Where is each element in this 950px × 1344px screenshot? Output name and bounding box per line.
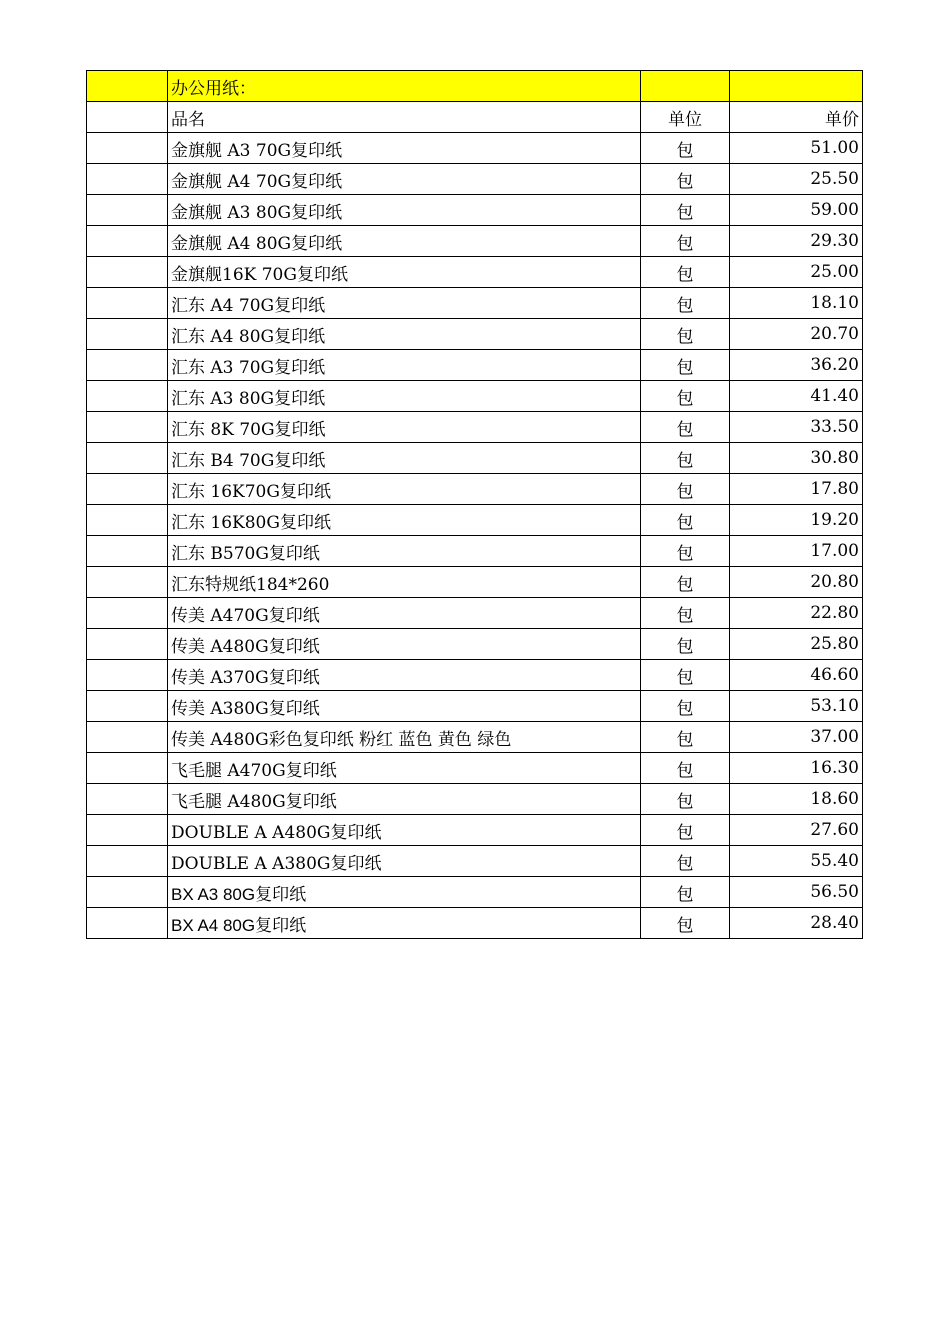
table-row <box>87 505 863 536</box>
table-row <box>87 164 863 195</box>
product-unit[interactable]: 包 <box>641 815 730 846</box>
product-price[interactable]: 36.20 <box>730 350 863 381</box>
product-name[interactable]: DOUBLE A A380G复印纸 <box>168 846 641 877</box>
product-name[interactable]: 传美 A470G复印纸 <box>168 598 641 629</box>
product-name[interactable]: 汇东 8K 70G复印纸 <box>168 412 641 443</box>
product-price[interactable]: 37.00 <box>730 722 863 753</box>
product-price[interactable]: 30.80 <box>730 443 863 474</box>
product-name[interactable]: 传美 A370G复印纸 <box>168 660 641 691</box>
blank-cell[interactable] <box>641 71 730 102</box>
table-row <box>87 815 863 846</box>
blank-cell[interactable] <box>87 319 168 350</box>
product-unit[interactable]: 包 <box>641 722 730 753</box>
product-unit[interactable]: 包 <box>641 164 730 195</box>
blank-cell[interactable] <box>87 877 168 908</box>
product-price[interactable]: 41.40 <box>730 381 863 412</box>
table-row <box>87 412 863 443</box>
table-row <box>87 784 863 815</box>
product-unit[interactable]: 包 <box>641 226 730 257</box>
table-row <box>87 629 863 660</box>
product-price[interactable]: 28.40 <box>730 908 863 939</box>
product-name[interactable]: 金旗舰 A4 80G复印纸 <box>168 226 641 257</box>
product-unit[interactable]: 包 <box>641 381 730 412</box>
blank-cell[interactable] <box>87 567 168 598</box>
price-table <box>86 70 863 939</box>
product-name[interactable]: 传美 A380G复印纸 <box>168 691 641 722</box>
product-price[interactable]: 59.00 <box>730 195 863 226</box>
product-name[interactable]: BX A3 80G复印纸 <box>168 877 641 908</box>
product-name[interactable]: 金旗舰 A3 70G复印纸 <box>168 133 641 164</box>
product-name[interactable]: 汇东 A4 80G复印纸 <box>168 319 641 350</box>
price-table-body <box>87 71 863 939</box>
header-name[interactable]: 品名 <box>168 102 641 133</box>
blank-cell[interactable] <box>87 381 168 412</box>
product-unit[interactable]: 包 <box>641 691 730 722</box>
blank-cell[interactable] <box>87 226 168 257</box>
table-row <box>87 598 863 629</box>
blank-cell[interactable] <box>87 257 168 288</box>
product-unit[interactable]: 包 <box>641 505 730 536</box>
table-row <box>87 319 863 350</box>
blank-cell[interactable] <box>87 164 168 195</box>
product-price[interactable]: 46.60 <box>730 660 863 691</box>
product-unit[interactable]: 包 <box>641 195 730 226</box>
product-name[interactable]: 汇东 A4 70G复印纸 <box>168 288 641 319</box>
product-unit[interactable]: 包 <box>641 319 730 350</box>
table-row <box>87 722 863 753</box>
product-price[interactable]: 55.40 <box>730 846 863 877</box>
blank-cell[interactable] <box>87 536 168 567</box>
header-price[interactable]: 单价 <box>730 102 863 133</box>
product-price[interactable]: 18.60 <box>730 784 863 815</box>
product-price[interactable]: 20.80 <box>730 567 863 598</box>
table-row <box>87 257 863 288</box>
product-unit[interactable]: 包 <box>641 908 730 939</box>
blank-cell[interactable] <box>87 71 168 102</box>
section-row <box>87 71 863 102</box>
table-row <box>87 660 863 691</box>
product-name[interactable]: 金旗舰 A3 80G复印纸 <box>168 195 641 226</box>
product-price[interactable]: 25.00 <box>730 257 863 288</box>
product-price[interactable]: 51.00 <box>730 133 863 164</box>
product-unit[interactable]: 包 <box>641 536 730 567</box>
product-price[interactable]: 20.70 <box>730 319 863 350</box>
product-price[interactable]: 25.50 <box>730 164 863 195</box>
blank-cell[interactable] <box>87 443 168 474</box>
product-price[interactable]: 29.30 <box>730 226 863 257</box>
product-unit[interactable]: 包 <box>641 877 730 908</box>
table-row <box>87 381 863 412</box>
product-price[interactable]: 25.80 <box>730 629 863 660</box>
product-unit[interactable]: 包 <box>641 753 730 784</box>
product-name[interactable]: 汇东特规纸184*260 <box>168 567 641 598</box>
product-unit[interactable]: 包 <box>641 567 730 598</box>
product-price[interactable]: 33.50 <box>730 412 863 443</box>
blank-cell[interactable] <box>87 722 168 753</box>
product-price[interactable]: 17.80 <box>730 474 863 505</box>
product-unit[interactable]: 包 <box>641 257 730 288</box>
blank-cell[interactable] <box>87 691 168 722</box>
product-name[interactable]: BX A4 80G复印纸 <box>168 908 641 939</box>
table-row <box>87 288 863 319</box>
blank-cell[interactable] <box>87 102 168 133</box>
product-unit[interactable]: 包 <box>641 598 730 629</box>
product-name[interactable]: 汇东 A3 70G复印纸 <box>168 350 641 381</box>
blank-cell[interactable] <box>87 629 168 660</box>
product-unit[interactable]: 包 <box>641 133 730 164</box>
blank-cell[interactable] <box>87 412 168 443</box>
product-name[interactable]: 传美 A480G复印纸 <box>168 629 641 660</box>
product-unit[interactable]: 包 <box>641 629 730 660</box>
table-row <box>87 443 863 474</box>
blank-cell[interactable] <box>87 350 168 381</box>
product-unit[interactable]: 包 <box>641 443 730 474</box>
product-unit[interactable]: 包 <box>641 474 730 505</box>
product-name[interactable]: DOUBLE A A480G复印纸 <box>168 815 641 846</box>
header-row <box>87 102 863 133</box>
product-name[interactable]: 传美 A480G彩色复印纸 粉红 蓝色 黄色 绿色 <box>168 722 641 753</box>
blank-cell[interactable] <box>87 815 168 846</box>
table-row <box>87 536 863 567</box>
product-name[interactable]: 金旗舰 A4 70G复印纸 <box>168 164 641 195</box>
section-title[interactable]: 办公用纸： <box>168 71 641 102</box>
product-price[interactable]: 56.50 <box>730 877 863 908</box>
blank-cell[interactable] <box>87 753 168 784</box>
blank-cell[interactable] <box>87 660 168 691</box>
product-price[interactable]: 17.00 <box>730 536 863 567</box>
product-unit[interactable]: 包 <box>641 846 730 877</box>
blank-cell[interactable] <box>87 846 168 877</box>
blank-cell[interactable] <box>87 474 168 505</box>
table-row <box>87 846 863 877</box>
product-name[interactable]: 飞毛腿 A480G复印纸 <box>168 784 641 815</box>
blank-cell[interactable] <box>87 195 168 226</box>
table-row <box>87 691 863 722</box>
product-unit[interactable]: 包 <box>641 412 730 443</box>
table-row <box>87 753 863 784</box>
product-price[interactable]: 18.10 <box>730 288 863 319</box>
product-price[interactable]: 16.30 <box>730 753 863 784</box>
product-name[interactable]: 飞毛腿 A470G复印纸 <box>168 753 641 784</box>
blank-cell[interactable] <box>87 784 168 815</box>
product-name[interactable]: 汇东 A3 80G复印纸 <box>168 381 641 412</box>
table-row <box>87 567 863 598</box>
blank-cell[interactable] <box>87 908 168 939</box>
product-unit[interactable]: 包 <box>641 784 730 815</box>
product-unit[interactable]: 包 <box>641 660 730 691</box>
product-name[interactable]: 汇东 B570G复印纸 <box>168 536 641 567</box>
header-unit[interactable]: 单位 <box>641 102 730 133</box>
table-row <box>87 474 863 505</box>
product-name[interactable]: 金旗舰16K 70G复印纸 <box>168 257 641 288</box>
product-price[interactable]: 53.10 <box>730 691 863 722</box>
product-price[interactable]: 27.60 <box>730 815 863 846</box>
table-row <box>87 133 863 164</box>
blank-cell[interactable] <box>730 71 863 102</box>
table-row <box>87 350 863 381</box>
blank-cell[interactable] <box>87 288 168 319</box>
table-row <box>87 877 863 908</box>
product-unit[interactable]: 包 <box>641 350 730 381</box>
product-name[interactable]: 汇东 B4 70G复印纸 <box>168 443 641 474</box>
blank-cell[interactable] <box>87 133 168 164</box>
blank-cell[interactable] <box>87 598 168 629</box>
product-price[interactable]: 19.20 <box>730 505 863 536</box>
table-row <box>87 226 863 257</box>
table-row <box>87 908 863 939</box>
product-name[interactable]: 汇东 16K70G复印纸 <box>168 474 641 505</box>
table-row <box>87 195 863 226</box>
blank-cell[interactable] <box>87 505 168 536</box>
product-unit[interactable]: 包 <box>641 288 730 319</box>
product-price[interactable]: 22.80 <box>730 598 863 629</box>
product-name[interactable]: 汇东 16K80G复印纸 <box>168 505 641 536</box>
